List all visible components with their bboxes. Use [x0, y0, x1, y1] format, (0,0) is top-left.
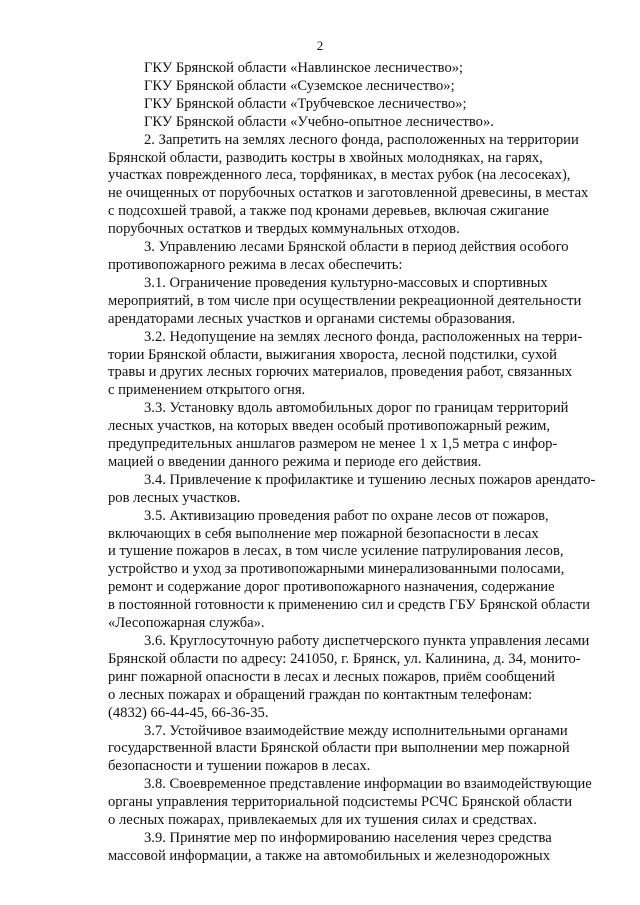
paragraph-3-intro: 3. Управлению лесами Брянской области в период действия особого противопожарного режима в лесах обеспечить: — [108, 239, 569, 273]
page-number: 2 — [316, 38, 324, 53]
paragraph-3-6: 3.6. Круглосуточную работу диспетчерского пункта управления лесами Брянской области по адресу: 241050, г. Брянск, ул. Калинина, д. 34, монито- ринг пожарной опасности в лесах и лесных пожаров, приём сообщений о лесных пожарах и обращений граждан по контактным телефонам: (4832) 66-44-45, 66-36-35. — [108, 633, 590, 721]
paragraph-3-4: 3.4. Привлечение к профилактике и тушению лесных пожаров арендато- ров лесных участков. — [108, 471, 596, 506]
paragraph-3-5: 3.5. Активизацию проведения работ по охране лесов от пожаров, включающих в себя выполнение мер пожарной безопасности в лесах и тушение пожаров в лесах, в том числе усиление патрулирования лесов, устройство и уход за противопожарными минерализованными полосами, ремонт и содержание дорог противопожарного назначения, содержание в постоянной готовности к применению сил и средств ГБУ Брянской области «Лесопожарная служба». — [108, 507, 590, 632]
forestry-list-item: ГКУ Брянской области «Трубчевское лесничество»; — [144, 95, 467, 112]
paragraph-3-3: 3.3. Установку вдоль автомобильных дорог по границам территорий лесных участков, на которых введен особый противопожарный режим, предупредительных аншлагов размером не менее 1 х 1,5 метра с инфор- мацией о введении данного режима и периоде его действия. — [108, 400, 569, 470]
paragraph-3-2: 3.2. Недопущение на землях лесного фонда, расположенных на терри- тории Брянской области, выжигания хвороста, лесной подстилки, сухой травы и других лесных горючих материалов, проведения работ, связанных с применением открытого огня. — [108, 328, 583, 399]
forestry-list-item: ГКУ Брянской области «Учебно-опытное лесничество». — [144, 113, 494, 130]
paragraph-3-7: 3.7. Устойчивое взаимодействие между исполнительными органами государственной власти Брянской области при выполнении мер пожарной безопасности и тушении пожаров в лесах. — [108, 722, 570, 775]
document-body — [108, 60, 613, 866]
forestry-list-item: ГКУ Брянской области «Суземское лесничество»; — [144, 77, 455, 94]
paragraph-3-9: 3.9. Принятие мер по информированию населения через средства массовой информации, а также на автомобильных и железнодорожных — [108, 829, 552, 864]
paragraph-2-prohibition: 2. Запретить на землях лесного фонда, расположенных на территории Брянской области, разводить костры в хвойных молодняках, на гарях, участках поврежденного леса, торфяниках, в местах рубок (на лесосеках), не очищенных от порубочных остатков и заготовленной древесины, в местах с подсохшей травой, а также под кронами деревьев, включая сжигание порубочных остатков и твердых коммунальных отходов. — [108, 131, 589, 238]
paragraph-3-1: 3.1. Ограничение проведения культурно-массовых и спортивных мероприятий, в том числе при осуществлении рекреационной деятельности арендаторами лесных участков и органами системы образования. — [108, 274, 582, 327]
paragraph-3-8: 3.8. Своевременное представление информации во взаимодействующие органы управления территориальной подсистемы РСЧС Брянской области о лесных пожарах, привлекаемых для их тушения силах и средствах. — [108, 776, 592, 829]
forestry-list-item: ГКУ Брянской области «Навлинское лесничество»; — [144, 60, 464, 76]
